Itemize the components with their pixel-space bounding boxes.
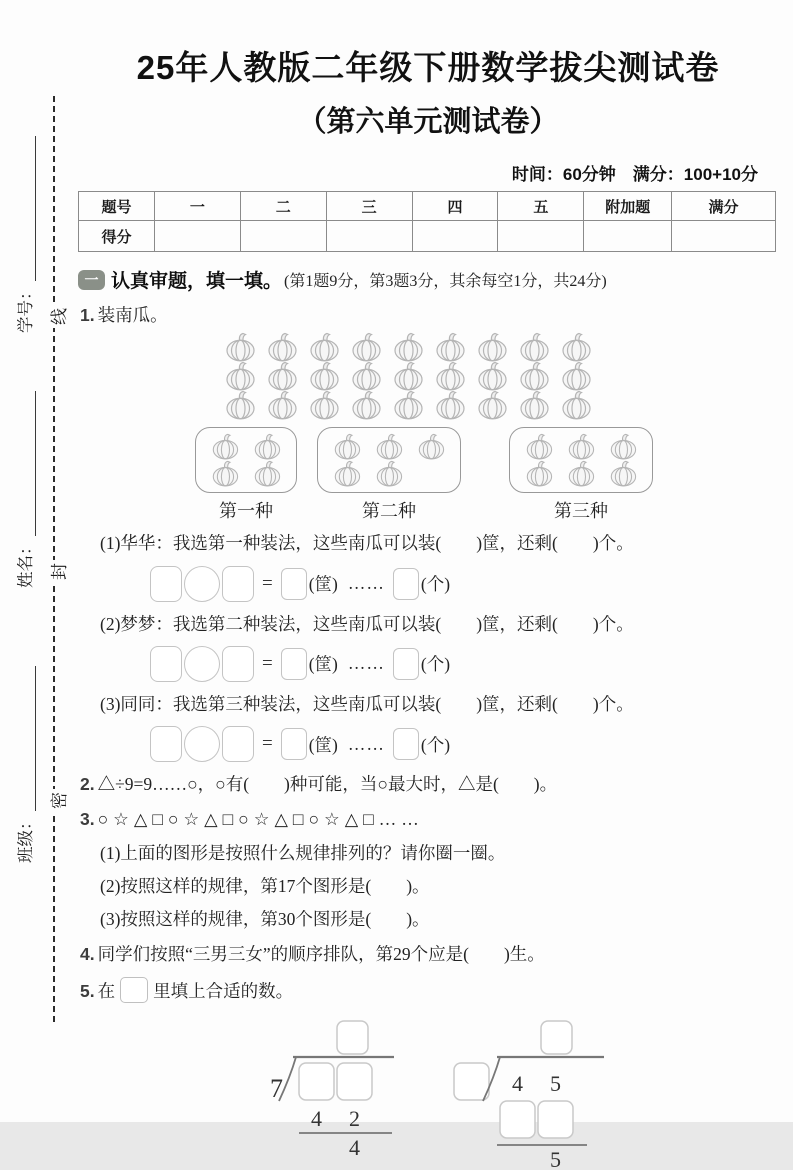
dividend-ones-digit: 5	[550, 1070, 561, 1096]
divisor-digit: 7	[270, 1073, 283, 1103]
basket-label: 第三种	[554, 501, 608, 522]
unit-basket-label: (筐)	[308, 574, 338, 594]
pumpkin-icon	[388, 332, 428, 362]
score-col-header-7: 满分	[672, 192, 776, 221]
q3-item-3: (3)按照这样的规律，第30个图形是( )。	[100, 909, 430, 929]
basket-pumpkin-row	[520, 433, 642, 460]
question-3-pattern: ○☆△□○☆△□○☆△□○☆△□……	[97, 809, 424, 830]
section-title: 认真审题，填一填。	[111, 271, 283, 292]
divisor-box[interactable]	[454, 1063, 489, 1100]
question-1	[78, 302, 778, 328]
name-blank[interactable]	[15, 392, 36, 537]
pumpkin-icon	[430, 390, 470, 420]
pumpkin-icon	[370, 460, 408, 487]
q1-equation-row-2	[150, 646, 778, 682]
pumpkin-icon	[262, 332, 302, 362]
fill-in-box[interactable]	[120, 977, 148, 1003]
question-2-number: 2.	[80, 774, 95, 794]
pumpkin-icon	[248, 433, 286, 460]
class-field	[10, 667, 36, 864]
equation-operand-box[interactable]	[150, 646, 182, 682]
q1-item-2: (2)梦梦：我选第二种装法，这些南瓜可以装( )筐，还剩( )个。	[100, 613, 634, 634]
pumpkin-icon	[262, 390, 302, 420]
score-row-label: 得分	[79, 221, 155, 252]
pumpkin-icon	[514, 361, 554, 391]
equation-remainder-box[interactable]	[393, 648, 419, 680]
pumpkin-icon	[206, 433, 244, 460]
equals-sign: =	[262, 652, 273, 674]
basket-option-3	[509, 427, 653, 523]
page-title: 25年人教版二年级下册数学拔尖测试卷	[136, 49, 720, 86]
score-col-header-2: 二	[240, 192, 326, 221]
score-cell[interactable]	[498, 221, 584, 252]
page-subtitle: （第六单元测试卷）	[297, 106, 559, 138]
unit-piece-label: (个)	[420, 734, 451, 755]
score-cell[interactable]	[240, 221, 326, 252]
quotient-box[interactable]	[337, 1021, 368, 1054]
basket-outline	[317, 427, 461, 493]
question-5-number: 5.	[80, 980, 95, 1001]
pumpkin-icon	[328, 433, 366, 460]
equation-remainder-box[interactable]	[393, 568, 419, 600]
pumpkin-icon	[304, 332, 344, 362]
unit-basket-label: (筐)	[308, 734, 338, 755]
dividend-box[interactable]	[337, 1063, 372, 1100]
basket-label: 第一种	[219, 501, 273, 522]
q1-item-3: (3)同同：我选第三种装法，这些南瓜可以装( )筐，还剩( )个。	[100, 693, 634, 714]
basket-option-1	[195, 427, 297, 523]
question-2	[78, 771, 778, 797]
question-2-text: △÷9=9……○，○有( )种可能，当○最大时，△是( )。	[97, 774, 558, 794]
pumpkin-icon	[520, 460, 558, 487]
division-problem-2	[452, 1018, 617, 1170]
question-4-number: 4.	[80, 944, 95, 965]
unit-piece-label: (个)	[420, 654, 451, 675]
question-3-number: 3.	[80, 809, 95, 830]
remainder-dots: ……	[347, 733, 385, 754]
equals-sign: =	[262, 733, 273, 754]
section-score-note: (第1题9分，第3题3分，其余每空1分，共24分)	[284, 273, 607, 290]
pumpkin-icon	[304, 361, 344, 391]
pumpkin-icon	[430, 332, 470, 362]
pumpkin-icon	[220, 390, 260, 420]
pumpkin-icon	[248, 460, 286, 487]
paper-content	[78, 28, 778, 1170]
equals-sign: =	[262, 572, 273, 594]
dividend-tens-digit: 4	[512, 1070, 523, 1096]
student-id-field	[10, 137, 36, 334]
equation-operand-box[interactable]	[150, 726, 182, 762]
seal-char-feng: 封	[45, 560, 70, 583]
score-cell[interactable]	[584, 221, 672, 252]
basket-pumpkin-row	[520, 460, 642, 487]
seal-char-line: 线	[45, 305, 70, 328]
score-col-header-1: 一	[154, 192, 240, 221]
pumpkin-icon	[220, 332, 260, 362]
student-id-label: 学号：	[17, 283, 35, 333]
pumpkin-icon	[346, 390, 386, 420]
unit-piece-label: (个)	[420, 574, 451, 594]
basket-pumpkin-row	[328, 460, 450, 487]
q3-item-1: (1)上面的图形是按照什么规律排列的？请你圈一圈。	[100, 842, 506, 863]
q1-equation-row-1	[150, 566, 778, 602]
product-ones-digit: 2	[349, 1105, 360, 1131]
pumpkin-icon	[328, 460, 366, 487]
pumpkin-icon	[472, 390, 512, 420]
equation-quotient-box[interactable]	[281, 648, 307, 680]
score-table	[78, 191, 776, 252]
basket-pumpkin-row	[206, 460, 286, 487]
pumpkin-icon	[514, 332, 554, 362]
equation-operator-circle[interactable]	[184, 566, 220, 602]
q1-equation-row-3	[150, 726, 778, 762]
pumpkin-icon	[346, 361, 386, 391]
basket-outline	[509, 427, 653, 493]
pumpkin-icon	[556, 390, 596, 420]
equation-operand-box[interactable]	[222, 566, 254, 602]
basket-pumpkin-row	[206, 433, 286, 460]
name-label: 姓名：	[17, 538, 35, 588]
product-box[interactable]	[500, 1101, 535, 1138]
remainder-dots: ……	[347, 653, 385, 674]
pumpkin-icon	[472, 361, 512, 391]
question-5-prefix: 在	[97, 980, 116, 1001]
equation-operator-circle[interactable]	[184, 646, 220, 682]
student-id-blank[interactable]	[15, 137, 36, 282]
pumpkin-icon	[520, 433, 558, 460]
remainder-dots: ……	[347, 573, 385, 593]
score-cell[interactable]	[154, 221, 240, 252]
q1-item-1: (1)华华：我选第一种装法，这些南瓜可以装( )筐，还剩( )个。	[100, 533, 634, 554]
pumpkin-icon	[388, 361, 428, 391]
question-5	[78, 977, 778, 1004]
quotient-box[interactable]	[541, 1021, 572, 1054]
class-blank[interactable]	[15, 667, 36, 812]
score-table-header-row	[79, 192, 776, 221]
pumpkin-icon	[220, 361, 260, 391]
pumpkin-icon	[412, 433, 450, 460]
equation-operand-box[interactable]	[222, 726, 254, 762]
remainder-digit: 5	[550, 1146, 561, 1170]
pumpkin-icon	[556, 332, 596, 362]
score-col-header-3: 三	[326, 192, 412, 221]
seal-char-mi: 密	[45, 789, 70, 812]
question-1-stem: 装南瓜。	[97, 305, 168, 325]
equation-remainder-box[interactable]	[393, 728, 419, 760]
equation-operand-box[interactable]	[222, 646, 254, 682]
question-3	[78, 806, 778, 832]
equation-quotient-box[interactable]	[281, 728, 307, 760]
product-tens-digit: 4	[311, 1105, 322, 1131]
baskets-row	[195, 427, 778, 523]
section-number-icon: 一	[78, 270, 105, 290]
remainder-digit: 4	[349, 1134, 360, 1160]
pumpkin-icon	[562, 433, 600, 460]
pumpkin-icon	[472, 332, 512, 362]
class-label: 班级：	[17, 813, 35, 863]
pumpkin-icon	[206, 460, 244, 487]
pumpkin-icon	[370, 433, 408, 460]
pumpkin-icon	[562, 460, 600, 487]
score-col-header-6: 附加题	[584, 192, 672, 221]
pumpkin-icon	[514, 390, 554, 420]
question-4	[78, 941, 778, 967]
pumpkin-icon	[346, 332, 386, 362]
pumpkin-icon	[388, 390, 428, 420]
seal-dashed-line	[53, 96, 55, 1022]
score-table-score-row	[79, 221, 776, 252]
division-problem-1	[266, 1018, 416, 1158]
score-col-header-4: 四	[412, 192, 498, 221]
equation-quotient-box[interactable]	[281, 568, 307, 600]
product-box[interactable]	[538, 1101, 573, 1138]
equation-operator-circle[interactable]	[184, 726, 220, 762]
equation-operand-box[interactable]	[150, 566, 182, 602]
score-cell[interactable]	[412, 221, 498, 252]
score-cell[interactable]	[326, 221, 412, 252]
pumpkin-icon	[604, 433, 642, 460]
pumpkin-grid	[220, 332, 778, 419]
basket-outline	[195, 427, 297, 493]
name-field	[10, 392, 36, 589]
q3-item-2: (2)按照这样的规律，第17个图形是( )。	[100, 875, 430, 896]
section-one-header	[78, 266, 778, 293]
pumpkin-icon	[604, 460, 642, 487]
question-1-number: 1.	[80, 305, 95, 325]
unit-basket-label: (筐)	[308, 654, 338, 675]
dividend-box[interactable]	[299, 1063, 334, 1100]
pumpkin-icon	[304, 390, 344, 420]
basket-option-2	[317, 427, 461, 523]
pumpkin-icon	[430, 361, 470, 391]
score-cell[interactable]	[672, 221, 776, 252]
basket-label: 第二种	[362, 501, 416, 522]
pumpkin-icon	[556, 361, 596, 391]
score-col-header-0: 题号	[79, 192, 155, 221]
time-score-meta: 时间：60分钟 满分：100+10分	[511, 165, 758, 184]
division-problems	[78, 1018, 778, 1170]
basket-pumpkin-row	[328, 433, 450, 460]
score-col-header-5: 五	[498, 192, 584, 221]
pumpkin-icon	[262, 361, 302, 391]
question-4-text: 同学们按照“三男三女”的顺序排队，第29个应是( )生。	[97, 944, 545, 965]
question-5-suffix: 里填上合适的数。	[153, 980, 294, 1001]
